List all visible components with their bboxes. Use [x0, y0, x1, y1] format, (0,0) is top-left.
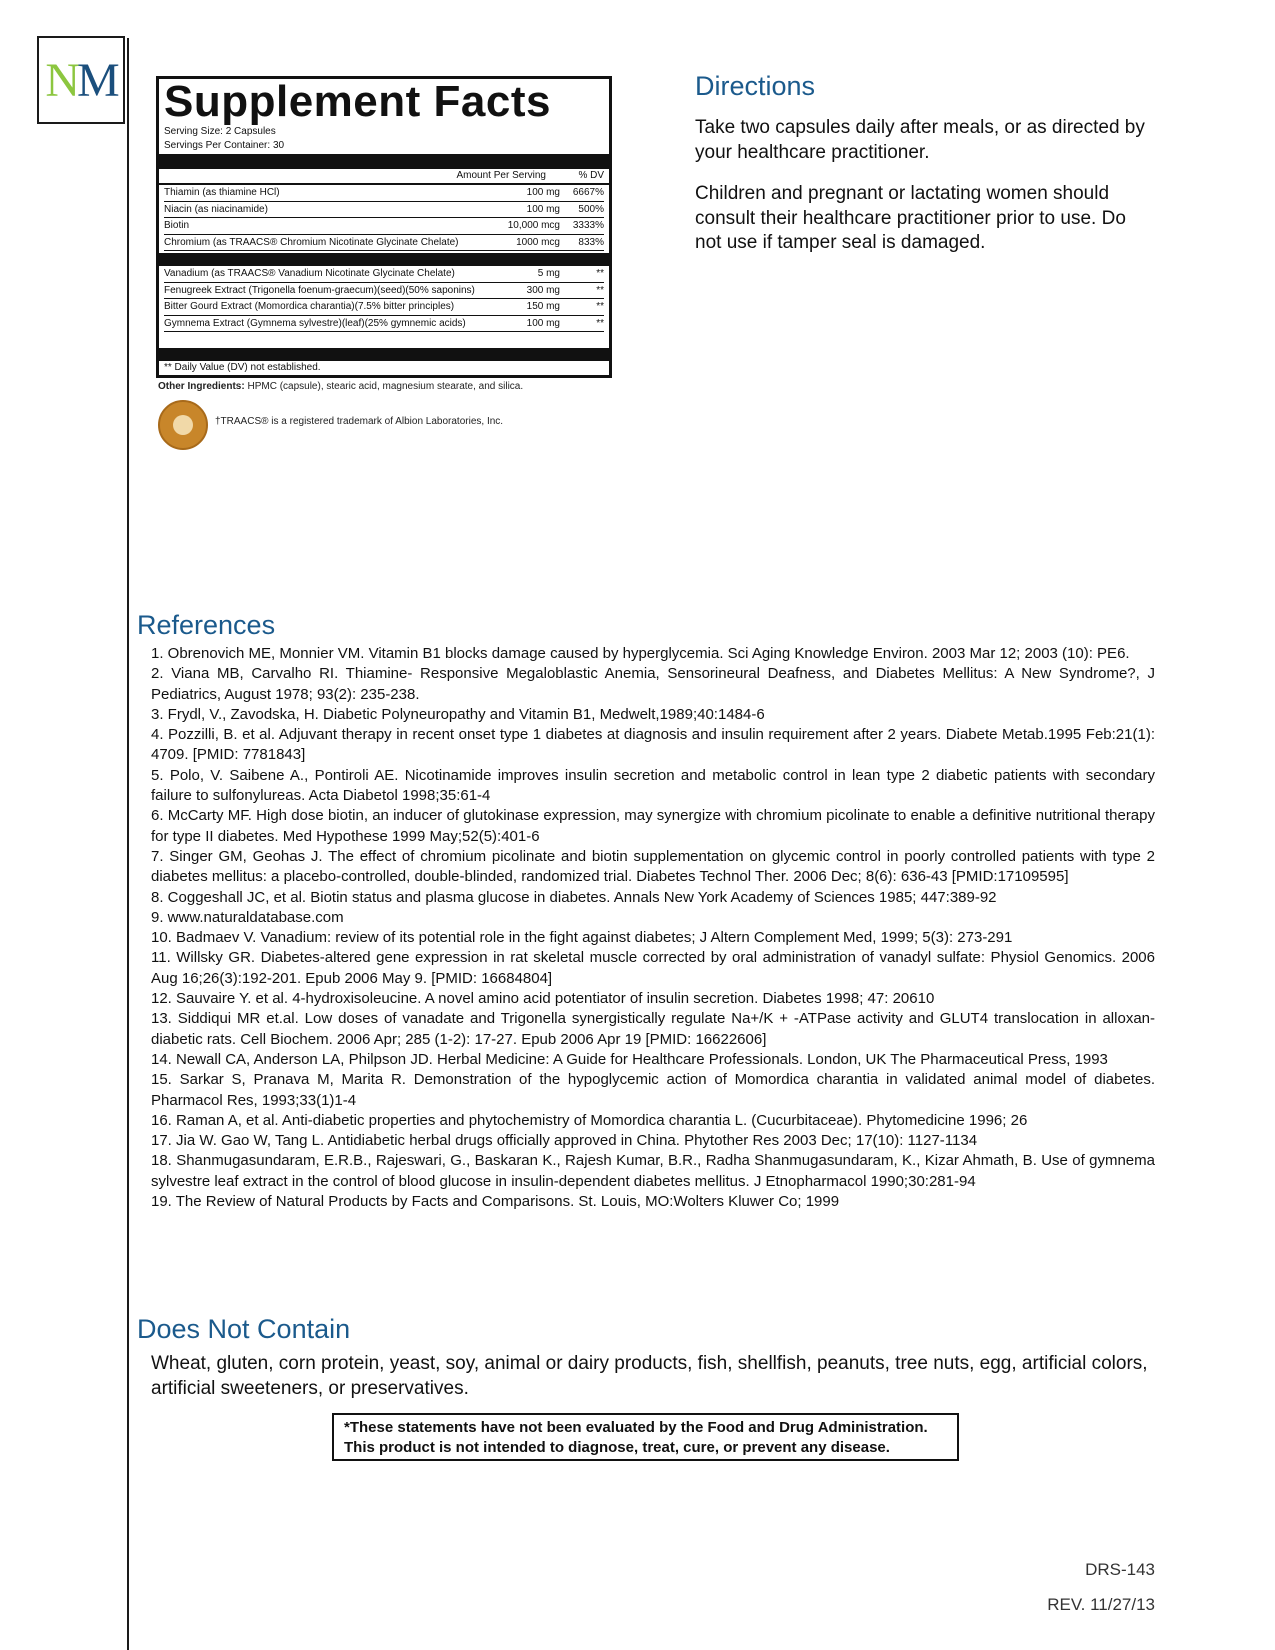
nutrient-name: Vanadium (as TRAACS® Vanadium Nicotinate Glycinate Chelate)	[164, 268, 455, 279]
reference-item: 11. Willsky GR. Diabetes-altered gene expression in rat skeletal muscle corrected by oral administration of vanadyl sulfate: Physiol Genomics. 2006 Aug 16;26(3):192-201. Epub 2006 May 9. [PMID: 16684804]	[151, 949, 1155, 987]
nutrient-dv: 3333%	[572, 220, 604, 231]
nutrient-amount: 150 mg	[526, 301, 560, 312]
reference-item: 17. Jia W. Gao W, Tang L. Antidiabetic herbal drugs officially approved in China. Phytother Res 2003 Dec; 17(10): 1127-1134	[151, 1132, 978, 1150]
reference-item: 10. Badmaev V. Vanadium: review of its potential role in the fight against diabetes; J Altern Complement Med, 1999; 5(3): 273-291	[151, 929, 1013, 947]
fda-line-2: This product is not intended to diagnose, treat, cure, or prevent any disease.	[344, 1439, 890, 1456]
does-not-contain-heading: Does Not Contain	[137, 1314, 351, 1344]
nutrient-dv: 6667%	[572, 187, 604, 198]
serving-size: Serving Size: 2 Capsules	[164, 126, 276, 137]
reference-item: 2. Viana MB, Carvalho RI. Thiamine- Responsive Megaloblastic Anemia, Sensorineural Deafness, and Diabetes Mellitus: A New Syndrome?, J Pediatrics, August 1978; 93(2): 235-238.	[151, 665, 1155, 703]
facts-row	[164, 218, 604, 235]
supplement-facts-panel	[156, 76, 612, 378]
reference-item: 6. McCarty MF. High dose biotin, an inducer of glutokinase expression, may synergize with chromium picolinate to enable a definitive nutritional therapy for type II diabetes. Med Hypothese 1999 May;52(5):401-6	[151, 807, 1155, 845]
reference-item: 16. Raman A, et al. Anti-diabetic properties and phytochemistry of Momordica charantia L. (Cucurbitaceae). Phytomedicine 1996; 26	[151, 1111, 1028, 1129]
other-ingredients-label: Other Ingredients:	[158, 381, 245, 392]
facts-row	[164, 202, 604, 219]
nutrient-dv: **	[596, 284, 604, 296]
reference-item: 9. www.naturaldatabase.com	[151, 908, 344, 926]
facts-group-extracts	[164, 266, 604, 332]
nutrient-amount: 300 mg	[526, 284, 560, 296]
nutrient-amount: 5 mg	[537, 268, 560, 279]
nutrient-name: Thiamin (as thiamine HCl)	[164, 187, 280, 198]
nutrient-dv: **	[596, 317, 604, 329]
reference-item: 3. Frydl, V., Zavodska, H. Diabetic Polyneuropathy and Vitamin B1, Medwelt,1989;40:1484-6	[151, 705, 765, 723]
facts-row	[164, 185, 604, 202]
nutrient-amount: 1000 mcg	[516, 236, 560, 248]
nutrient-name: Chromium (as TRAACS® Chromium Nicotinate Glycinate Chelate)	[164, 236, 459, 248]
reference-item: 14. Newall CA, Anderson LA, Philpson JD. Herbal Medicine: A Guide for Healthcare Professionals. London, UK The Pharmaceutical Press, 1993	[151, 1050, 1108, 1068]
references-heading: References	[137, 610, 276, 640]
facts-row	[164, 235, 604, 252]
other-ingredients	[158, 381, 523, 392]
facts-header	[159, 169, 609, 185]
fda-disclaimer	[332, 1413, 959, 1461]
brand-logo	[37, 36, 125, 124]
reference-item: 4. Pozzilli, B. et al. Adjuvant therapy in recent onset type 1 diabetes at diagnosis and insulin requirement after 2 years. Diabete Metab.1995 Feb:21(1): 4709. [PMID: 7781843]	[151, 726, 1155, 764]
nutrient-name: Gymnema Extract (Gymnema sylvestre)(leaf)(25% gymnemic acids)	[164, 317, 466, 329]
nutrient-dv: 500%	[578, 203, 604, 215]
nutrient-name: Fenugreek Extract (Trigonella foenum-graecum)(seed)(50% saponins)	[164, 284, 475, 296]
nutrient-name: Bitter Gourd Extract (Momordica charantia)(7.5% bitter principles)	[164, 301, 455, 312]
trademark-note: †TRAACS® is a registered trademark of Albion Laboratories, Inc.	[215, 416, 504, 427]
facts-row	[164, 299, 604, 316]
other-ingredients-text: HPMC (capsule), stearic acid, magnesium stearate, and silica.	[244, 381, 524, 392]
reference-item: 15. Sarkar S, Pranava M, Marita R. Demonstration of the hypoglycemic action of Momordica charantia in validated animal model of diabetes. Pharmacol Res, 1993;33(1)1-4	[151, 1071, 1155, 1109]
logo-letter-m: M	[76, 53, 117, 107]
left-rule	[127, 38, 129, 1650]
reference-item: 8. Coggeshall JC, et al. Biotin status and plasma glucose in diabetes. Annals New York Academy of Sciences 1985; 447:389-92	[151, 888, 997, 906]
header-amount: Amount Per Serving	[456, 170, 546, 181]
facts-row	[164, 316, 604, 333]
revision-date: REV. 11/27/13	[1047, 1595, 1155, 1614]
facts-row	[164, 283, 604, 300]
directions-paragraph-1: Take two capsules daily after meals, or as directed by your healthcare practitioner.	[695, 117, 1145, 163]
nutrient-dv: **	[596, 301, 604, 312]
reference-item: 5. Polo, V. Saibene A., Pontiroli AE. Nicotinamide improves insulin secretion and metabolic control in lean type 2 diabetic patients with secondary failure to sulfonylureas. Acta Diabetol 1998;35:61-4	[151, 766, 1155, 805]
nutrient-amount: 100 mg	[526, 317, 560, 329]
reference-item: 1. Obrenovich ME, Monnier VM. Vitamin B1 blocks damage caused by hyperglycemia. Sci Aging Knowledge Environ. 2003 Mar 12; 2003 (10): PE6.	[151, 645, 1130, 662]
reference-item: 19. The Review of Natural Products by Facts and Comparisons. St. Louis, MO:Wolters Kluwer Co; 1999	[151, 1193, 840, 1211]
reference-item: 7. Singer GM, Geohas J. The effect of chromium picolinate and biotin supplementation on glycemic control in poorly controlled patients with type 2 diabetes mellitus: a placebo-controlled, double-blinded, randomized trial. Diabetes Technol Ther. 2006 Dec; 8(6): 636-43 [PMID:17109595]	[151, 847, 1155, 886]
traacs-seal-icon	[158, 400, 208, 450]
nutrient-name: Niacin (as niacinamide)	[164, 203, 268, 215]
fda-line-1: *These statements have not been evaluated by the Food and Drug Administration.	[344, 1419, 928, 1436]
nutrient-amount: 100 mg	[526, 187, 560, 198]
divider-bar	[159, 253, 609, 266]
nutrient-dv: **	[596, 268, 604, 279]
servings-per-container: Servings Per Container: 30	[164, 140, 285, 151]
nutrient-amount: 100 mg	[526, 203, 560, 215]
supplement-facts-title: Supplement Facts	[164, 77, 551, 126]
facts-row	[164, 266, 604, 283]
directions-heading: Directions	[695, 71, 816, 101]
dv-footnote: ** Daily Value (DV) not established.	[164, 362, 321, 373]
nutrient-dv: 833%	[578, 236, 604, 248]
reference-item: 13. Siddiqui MR et.al. Low doses of vanadate and Trigonella synergistically regulate Na+/K + -ATPase activity and GLUT4 translocation in alloxan-diabetic rats. Cell Biochem. 2006 Apr; 285 (1-2): 17-27. Epub 2006 Apr 19 [PMID: 16622606]	[151, 1010, 1155, 1048]
logo-letter-n: N	[45, 53, 77, 107]
facts-group-vitamins	[164, 185, 604, 251]
nutrient-amount: 10,000 mcg	[507, 220, 560, 231]
reference-item: 18. Shanmugasundaram, E.R.B., Rajeswari, G., Baskaran K., Rajesh Kumar, B.R., Radha Shanmugasundaram, K., Kizar Ahmath, B. Use of gymnema sylvestre leaf extract in the control of blood glucose in insulin-dependent diabetes mellitus. J Etnopharmacol 1990;30:281-94	[151, 1152, 1155, 1190]
reference-item: 12. Sauvaire Y. et al. 4-hydroxisoleucine. A novel amino acid potentiator of insulin secretion. Diabetes 1998; 47: 20610	[151, 990, 935, 1008]
directions-paragraph-2: Children and pregnant or lactating women should consult their healthcare practitioner prior to use. Do not use if tamper seal is damaged.	[695, 183, 1126, 253]
references-list	[151, 644, 1155, 1212]
divider-bar	[159, 154, 609, 169]
document-code: DRS-143	[1085, 1560, 1155, 1579]
does-not-contain-text: Wheat, gluten, corn protein, yeast, soy, animal or dairy products, fish, shellfish, peanuts, tree nuts, egg, artificial colors, artificial sweeteners, or preservatives.	[151, 1353, 1148, 1399]
header-dv: % DV	[578, 170, 604, 181]
nutrient-name: Biotin	[164, 220, 190, 231]
divider-bar	[159, 348, 609, 361]
